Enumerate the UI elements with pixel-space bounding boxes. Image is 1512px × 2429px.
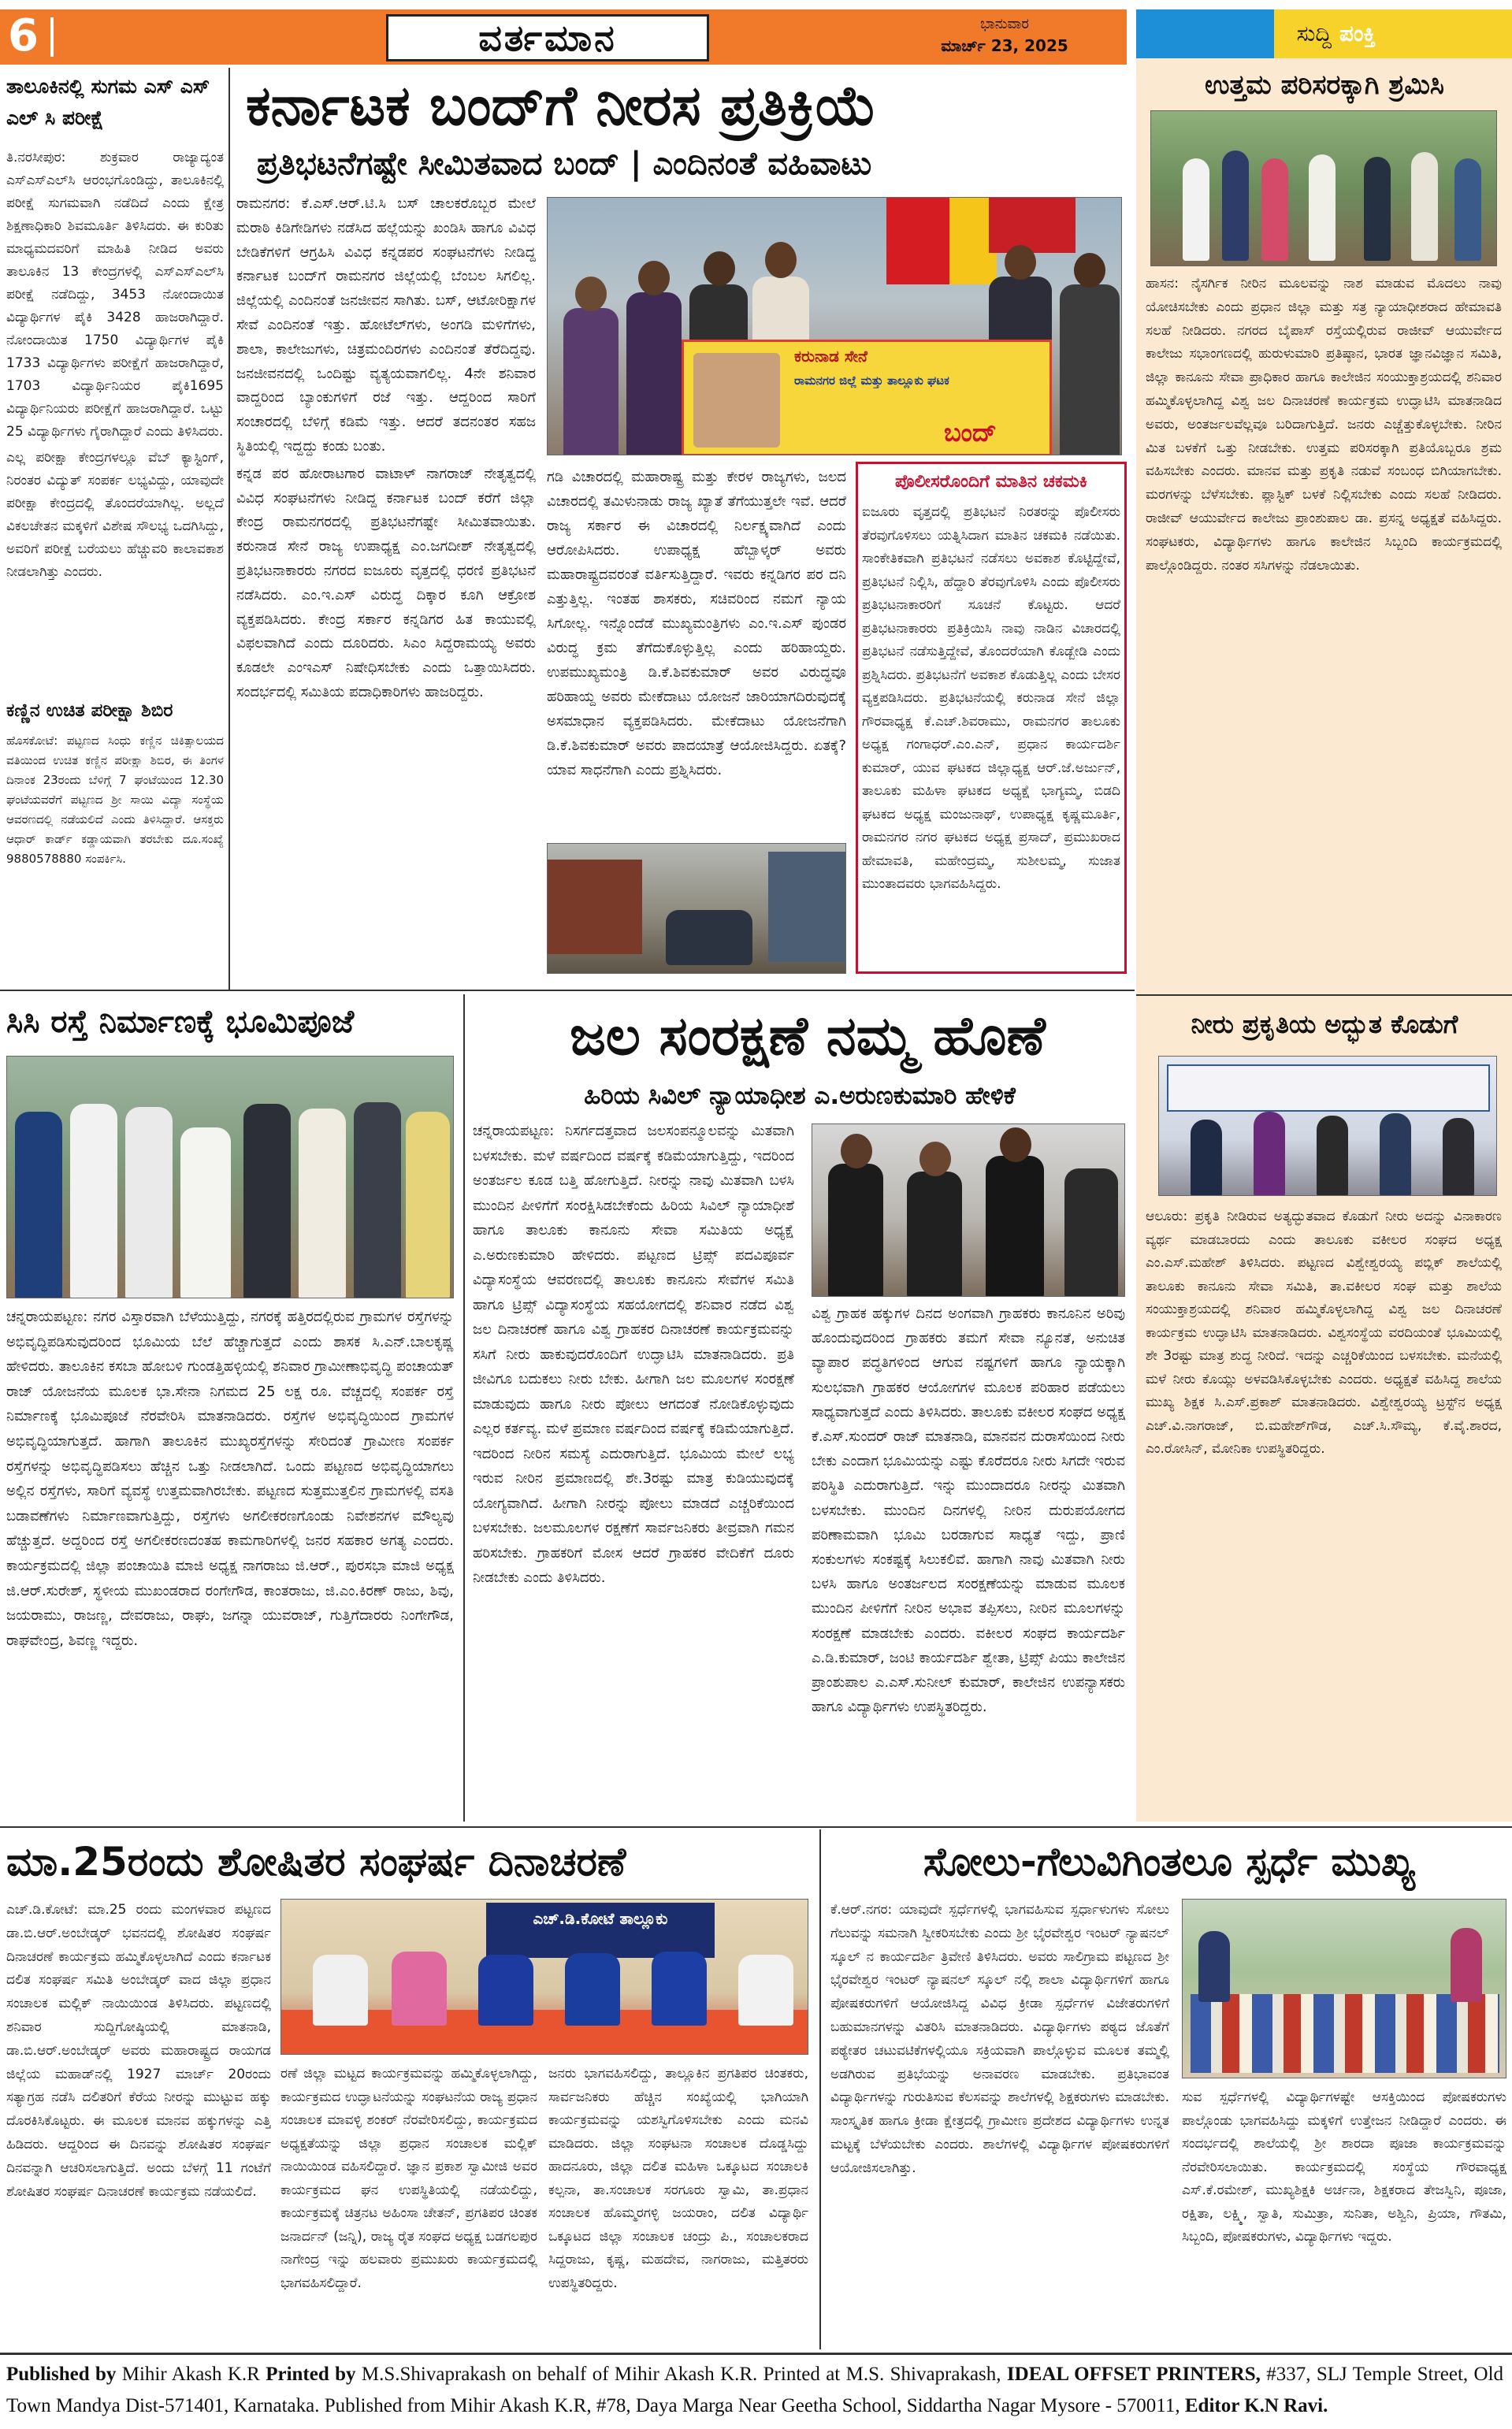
cc-road-title: ಸಿಸಿ ರಸ್ತೆ ನಿರ್ಮಾಣಕ್ಕೆ ಭೂಮಿಪೂಜೆ [6, 1004, 355, 1040]
person [652, 1952, 707, 2026]
person [1183, 158, 1209, 261]
lead-subhead: ಪ್ರತಿಭಟನೆಗಷ್ಟೇ ಸೀಮಿತವಾದ ಬಂದ್ | ಎಂದಿನಂತೆ ವಹಿವಾಟು [257, 146, 872, 182]
car [666, 910, 752, 965]
stage-banner [1167, 1064, 1490, 1112]
person [1254, 1112, 1285, 1196]
competition-photo [1182, 1899, 1506, 2078]
side-story1-photo [1150, 110, 1497, 266]
masthead-day: ಭಾನುವಾರ [980, 16, 1029, 32]
lead-col1-para-1: ರಾಮನಗರ: ಕೆ.ಎಸ್.ಆರ್.ಟಿ.ಸಿ ಬಸ್ ಚಾಲಕರೊಬ್ಬರ ಮೇಲೆ ಮರಾಠಿ ಕಿಡಿಗೇಡಿಗಳು ನಡೆಸಿದ ಹಲ್ಲೆಯನ್ನು ಖಂಡಿಸಿ ಹಾಗೂ ವಿವಿಧ ಬೇಡಿಕೆಗಳಿಗೆ ಆಗ್ರಹಿಸಿ ವಿವಿಧ ಕನ್ನಡಪರ ಸಂಘಟನೆಗಳು ನೀಡಿದ್ದ ಕರ್ನಾಟಕ ಬಂದ್‌ಗೆ ರಾಮನಗರ ಜಿಲ್ಲೆಯಲ್ಲಿ ಬೆಂಬಲ ಸಿಗಲಿಲ್ಲ. ಜಿಲ್ಲೆಯಲ್ಲಿ ಎಂದಿನಂತೆ ಜನಜೀವನ ಸಾಗಿತು. ಬಸ್, ಆಟೋರಿಕ್ಷಾಗಳ ಸೇವೆ ಎಂದಿನಂತೆ ಇತ್ತು. ಹೋಟೆಲ್‌ಗಳು, ಅಂಗಡಿ ಮಳಿಗೆಗಳು, ಶಾಲಾ, ಕಾಲೇಜುಗಳು, ಚಿತ್ರಮಂದಿರಗಳು ಎಂದಿನಂತೆ ತೆರೆದಿದ್ದವು. ಜನಜೀವನದಲ್ಲಿ ಒಂದಿಷ್ಟು ವ್ಯತ್ಯಯವಾಗಲಿಲ್ಲ. 4ನೇ ಶನಿವಾರ ವಾದ್ದರಿಂದ ಬ್ಯಾಂಕುಗಳಿಗೆ ರಜೆ ಇತ್ತು. ಆದ್ದರಿಂದ ಸಾರಿಗೆ ಸಂಚಾರದಲ್ಲಿ ಬೆಳಿಗ್ಗೆ ಕಡಿಮೆ ಇತ್ತು. ಆದರೆ ತದನಂತರ ಸಹಜ ಸ್ಥಿತಿಯಲ್ಲಿ ಇದ್ದದ್ದು ಕಂಡು ಬಂತು. [236, 195, 536, 455]
column-rule [463, 994, 465, 1822]
struggle-day-col-3: ಜನರು ಭಾಗವಹಿಸಲಿದ್ದು, ತಾಲ್ಲೂಕಿನ ಪ್ರಗತಿಪರ ಚಿಂತಕರು, ಸಾರ್ವಜನಿಕರು ಹೆಚ್ಚಿನ ಸಂಖ್ಯೆಯಲ್ಲಿ ಭಾಗಿಯಾಗಿ ಕಾರ್ಯಕ್ರಮವನ್ನು ಯಶಸ್ವಿಗೊಳಿಸಬೇಕು ಎಂದು ಮನವಿ ಮಾಡಿದರು. ಜಿಲ್ಲಾ ಸಂಘಟನಾ ಸಂಚಾಲಕ ದೊಡ್ಡಸಿದ್ದು ಹಾದನೂರು, ಜಿಲ್ಲಾ ದಲಿತ ಮಹಿಳಾ ಒಕ್ಕೂಟದ ಸಂಚಾಲಕಿ ಕಲ್ಪನಾ, ತಾ.ಸಂಚಾಲಕ ಸರಗೂರು ಸ್ವಾಮಿ, ತಾ.ಪ್ರಧಾನ ಸಂಚಾಲಕ ಹೊಮ್ಮರಗಳ್ಳಿ ಜಯರಾಂ, ದಲಿತ ವಿದ್ಯಾರ್ಥಿ ಒಕ್ಕೂಟದ ಜಿಲ್ಲಾ ಸಂಚಾಲಕ ಚಂದ್ರು ಪಿ., ಸಂಚಾಲಕರಾದ ಸಿದ್ದರಾಜು, ಕೃಷ್ಣ, ಮಹದೇವ, ನಾಗರಾಜು, ಮತ್ತಿತರರು ಉಪಸ್ಥಿತರಿದ್ದರು. [548, 2066, 808, 2291]
police-clash-body: ಐಜೂರು ವೃತ್ತದಲ್ಲಿ ಪ್ರತಿಭಟನೆ ನಿರತರನ್ನು ಪೊಲೀಸರು ತೆರವುಗೊಳಿಸಲು ಯತ್ನಿಸಿದಾಗ ಮಾತಿನ ಚಕಮಕಿ ನಡೆಯಿತು. ಸಾಂಕೇತಿಕವಾಗಿ ಪ್ರತಿಭಟನೆ ನಡೆಸಲು ಅವಕಾಶ ಕೊಟ್ಟಿದ್ದೇವೆ, ಪ್ರತಿಭಟನೆ ನಿಲ್ಲಿಸಿ, ಹೆದ್ದಾರಿ ತೆರವುಗೊಳಿಸಿ ಎಂದು ಪೊಲೀಸರು ಪ್ರತಿಭಟನಾಕಾರರಿಗೆ ಸೂಚನೆ ಕೊಟ್ಟರು. ಆದರೆ ಪ್ರತಿಭಟನಾಕಾರರು ಪ್ರತಿಕ್ರಿಯಿಸಿ ನಾವು ನಾಡಿನ ವಿಚಾರದಲ್ಲಿ ಪ್ರತಿಭಟನೆ ನಡೆಸುತ್ತಿದ್ದೇವೆ, ತೊಂದರೆಯಾಗಿ ಕೊಡ್ಬೇಡಿ ಎಂದು ಪ್ರಶ್ನಿಸಿದರು. ಪ್ರತಿಭಟನೆಗೆ ಅವಕಾಶ ಕೊಡುತ್ತಿಲ್ಲ ಎಂದು ಬೇಸರ ವ್ಯಕ್ತಪಡಿಸಿದರು. ಪ್ರತಿಭಟನೆಯಲ್ಲಿ ಕರುನಾಡ ಸೇನೆ ಜಿಲ್ಲಾ ಗೌರವಾಧ್ಯಕ್ಷ ಕೆ.ಎಚ್.ಶಿವರಾಮು, ರಾಮನಗರ ತಾಲೂಕು ಅಧ್ಯಕ್ಷ ಗಂಗಾಧರ್.ಎಂ.ಎನ್, ಪ್ರಧಾನ ಕಾರ್ಯದರ್ಶಿ ಕುಮಾರ್, ಯುವ ಘಟಕದ ಜಿಲ್ಲಾಧ್ಯಕ್ಷ ಆರ್.ಜೆ.ಅರ್ಜುನ್, ತಾಲೂಕು ಮಹಿಳಾ ಘಟಕದ ಅಧ್ಯಕ್ಷೆ ಭಾಗ್ಯಮ್ಮ, ಬಿಡದಿ ಘಟಕದ ಅಧ್ಯಕ್ಷ ಮಂಜುನಾಥ್, ಉಪಾಧ್ಯಕ್ಷ ಕೃಷ್ಣಮೂರ್ತಿ, ರಾಮನಗರ ನಗರ ಘಟಕದ ಅಧ್ಯಕ್ಷ ಪ್ರಸಾದ್, ಪ್ರಮುಖರಾದ ಹೇಮಾವತಿ, ಮಹೇಂದ್ರಮ್ಮ, ಸುಶೀಲಮ್ಮ, ಸುಜಾತ ಮುಂತಾದವರು ಭಾಗವಹಿಸಿದ್ದರು. [862, 504, 1120, 892]
protest-banner [682, 340, 1052, 455]
event-banner-text: ಎಚ್.ಡಿ.ಕೋಟೆ ತಾಲ್ಲೂಕು [533, 1909, 668, 1928]
person-head [765, 242, 797, 278]
page-number: 6 [8, 10, 39, 61]
imprint-address: #337, SLJ Temple Street, Old Town Mandya Dist-571401, Karnataka. Published from Mihir Akash K.R, #78, Daya Marga Near Geetha School, Siddartha Nagar Mysore - 570011, [6, 2364, 1504, 2416]
person [392, 1952, 447, 2026]
person [1261, 158, 1288, 261]
person [626, 292, 682, 455]
water-subhead: ಹಿರಿಯ ಸಿವಿಲ್ ನ್ಯಾಯಾಧೀಶ ಎ.ಅರುಣಕುಮಾರಿ ಹೇಳಿಕೆ [584, 1082, 1016, 1110]
eye-camp-body: ಹೊಸಕೋಟೆ: ಪಟ್ಟಣದ ಸಿಂಧು ಕಣ್ಣಿನ ಚಿಕಿತ್ಸಾಲಯದ ವತಿಯಿಂದ ಉಚಿತ ಕಣ್ಣಿನ ಪರೀಕ್ಷಾ ಶಿಬಿರ, ಈ ತಿಂಗಳ ದಿನಾಂಕ 23ರಂದು ಬೆಳಿಗ್ಗೆ 7 ಘಂಟೆಯಿಂದ 12.30 ಘಂಟೆಯವರೆಗೆ ಪಟ್ಟಣದ ಶ್ರೀ ಸಾಯಿ ವಿದ್ಯಾ ಸಂಸ್ಥೆಯ ಆವರಣದಲ್ಲಿ ನಡೆಯಲಿದೆ ಎಂದು ತಿಳಿಸಿದ್ದಾರೆ. ಆಸಕ್ತರು ಆಧಾರ್ ಕಾರ್ಡ್ ಕಡ್ಡಾಯವಾಗಿ ತರಬೇಕು ದೂ.ಸಂಖ್ಯೆ 9880578880 ಸಂಪರ್ಕಿಸಿ. [6, 734, 224, 866]
person-head [704, 251, 735, 286]
side-divider [1136, 994, 1512, 996]
lead-column-1 [236, 192, 536, 980]
banner-line-2: ರಾಮನಗರ ಜಿಲ್ಲೆ ಮತ್ತು ತಾಲ್ಲೂಕು ಘಟಕ [794, 373, 949, 388]
masthead-logo: ವರ್ತಮಾನ [478, 17, 617, 59]
person [313, 1955, 368, 2026]
person [1309, 154, 1336, 261]
imprint-publisher: Mihir Akash K.R [116, 2364, 266, 2385]
water-column-2: ವಿಶ್ವ ಗ್ರಾಹಕ ಹಕ್ಕುಗಳ ದಿನದ ಅಂಗವಾಗಿ ಗ್ರಾಹಕರು ಕಾನೂನಿನ ಅರಿವು ಹೊಂದುವುದರಿಂದ ಗ್ರಾಹಕರು ತಮಗೆ ಸೇವಾ ನ್ಯೂನತೆ, ಅನುಚಿತ ವ್ಯಾಪಾರ ಪದ್ಧತಿಗಳಿಂದ ಆಗುವ ನಷ್ಟಗಳಿಗೆ ಹಾಗೂ ನ್ಯಾಯಕ್ಕಾಗಿ ಸುಲಭವಾಗಿ ಗ್ರಾಹಕರ ಆಯೋಗಗಳ ಮೂಲಕ ಪರಿಹಾರ ಪಡೆಯಲು ಸಾಧ್ಯವಾಗುತ್ತದೆ ಎಂದು ತಿಳಿಸಿದರು. ತಾಲೂಕು ವಕೀಲರ ಸಂಘದ ಅಧ್ಯಕ್ಷ ಕೆ.ಎಸ್.ಸುಂದರ್ ರಾಜ್ ಮಾತನಾಡಿ, ಮಾನವನ ದುರಾಸೆಯಿಂದ ನೀರು ಬೇಕು ಎಂದಾಗ ಭೂಮಿಯನ್ನು ಎಷ್ಟು ಕೊರೆದರೂ ನೀರು ಸಿಗದೇ ಇರುವ ಪರಿಸ್ಥಿತಿ ಎದುರಾಗುತ್ತಿದೆ. ಇನ್ನು ಮುಂದಾದರೂ ನೀರನ್ನು ಮಿತವಾಗಿ ಬಳಸಬೇಕು. ಮುಂದಿನ ದಿನಗಳಲ್ಲಿ ನೀರಿನ ದುರುಪಯೋಗದ ಪರಿಣಾಮವಾಗಿ ಭೂಮಿ ಬರಡಾಗುವ ಸಾಧ್ಯತೆ ಇದ್ದು, ಪ್ರಾಣಿ ಸಂಕುಲಗಳು ಸಂಕಷ್ಟಕ್ಕೆ ಸಿಲುಕಲಿವೆ. ಹಾಗಾಗಿ ನಾವು ಮಿತವಾಗಿ ನೀರು ಬಳಸಿ ಹಾಗೂ ಅಂತರ್ಜಲದ ಸಂರಕ್ಷಣೆಯನ್ನು ಮಾಡುವ ಮೂಲಕ ಮುಂದಿನ ಪೀಳಿಗೆಗೆ ನೀರಿನ ಅಭಾವ ತಪ್ಪಿಸಲು, ನೀರಿನ ಮೂಲಗಳನ್ನು ಸಂರಕ್ಷಣೆ ಮಾಡಬೇಕು ಎಂದರು. ವಕೀಲರ ಸಂಘದ ಕಾರ್ಯದರ್ಶಿ ಎ.ಡಿ.ಕುಮಾರ್, ಜಂಟಿ ಕಾರ್ಯದರ್ಶಿ ಶ್ವೇತಾ, ಟ್ರಿಪ್ಸ್ ಪಿಯು ಕಾಲೇಜಿನ ಪ್ರಾಂಶುಪಾಲ ಎ.ಎಸ್.ಸುನೀಲ್ ಕುಮಾರ್, ಕಾಲೇಜಿನ ಉಪನ್ಯಾಸಕರು ಹಾಗೂ ವಿದ್ಯಾರ್ಥಿಗಳು ಉಪಸ್ಥಿತರಿದ್ದರು. [812, 1305, 1125, 1716]
left-story-title: ತಾಲೂಕಿನಲ್ಲಿ ಸುಗಮ ಎಸ್‌ ಎಸ್‌ ಎಲ್‌ ಸಿ ಪರೀಕ್ಷೆ [6, 75, 210, 129]
person [563, 308, 619, 455]
flag-red [886, 198, 949, 284]
struggle-day-col-2: ರಣೆ ಜಿಲ್ಲಾ ಮಟ್ಟದ ಕಾರ್ಯಕ್ರಮವನ್ನು ಹಮ್ಮಿಕೊಳ್ಳಲಾಗಿದ್ದು, ಕಾರ್ಯಕ್ರಮದ ಉದ್ಘಾಟನೆಯನ್ನು ಸಂಘಟನೆಯ ರಾಜ್ಯ ಪ್ರಧಾನ ಸಂಚಾಲಕ ಮಾವಳ್ಳಿ ಶಂಕರ್ ನೆರವೇರಿಸಲಿದ್ದು, ಕಾರ್ಯಕ್ರಮದ ಅಧ್ಯಕ್ಷತೆಯನ್ನು ಜಿಲ್ಲಾ ಪ್ರಧಾನ ಸಂಚಾಲಕ ಮಲ್ಲಿಕ್ ನಾಯಿಯಿಂಡ ವಹಿಸಲಿದ್ದಾರೆ. ಜ್ಞಾನ ಪ್ರಕಾಶ ಸ್ವಾಮೀಜಿ ಅವರ ಕಾರ್ಯಕ್ರಮದ ಘನ ಉಪಸ್ಥಿತಿಯಲ್ಲಿ ನಡೆಯಲಿದ್ದು, ಕಾರ್ಯಕ್ರಮಕ್ಕೆ ಚಿತ್ರನಟ ಅಹಿಂಸಾ ಚೇತನ್, ಪ್ರಗತಿಪರ ಚಿಂತಕ ಜನಾರ್ದನ್ (ಜನ್ನಿ), ರಾಜ್ಯ ರೈತ ಸಂಘದ ಅಧ್ಯಕ್ಷ ಬಡಗಲಪುರ ನಾಗೇಂದ್ರ ಇನ್ನು ಹಲವಾರು ಪ್ರಮುಖರು ಕಾರ್ಯಕ್ರಮದಲ್ಲಿ ಭಾಗವಹಿಸಲಿದ್ದಾರೆ. [280, 2066, 537, 2291]
left-story-para-2: ಎಲ್ಲ ಪರೀಕ್ಷಾ ಕೇಂದ್ರಗಳಲ್ಲೂ ವೆಬ್ ಕ್ಯಾಸ್ಟಿಂಗ್, ನಿರಂತರ ವಿದ್ಯುತ್ ಸಂಪರ್ಕ ಲಭ್ಯವಿದ್ದು, ಯಾವುದೇ ಪರೀಕ್ಷಾ ಕೇಂದ್ರದಲ್ಲಿ ತೊಂದರೆಯಾಗಿಲ್ಲ. ಅಲ್ಲದೆ ವಿಕಲಚೇತನ ಮಕ್ಕಳಿಗೆ ವಿಶೇಷ ಸೌಲಭ್ಯ ಒದಗಿಸಿದ್ದು, ಅವರಿಗೆ ಪರೀಕ್ಷೆ ಬರೆಯಲು ಹೆಚ್ಚುವರಿ ಕಾಲಾವಕಾಶ ನೀಡಲಾಗಿತ್ತು ಎಂದರು. [6, 450, 224, 580]
competition-headline: ಸೋಲು-ಗೆಲುವಿಗಿಂತಲೂ ಸ್ಪರ್ಧೆ ಮುಖ್ಯ [923, 1839, 1416, 1885]
side-story2-title: ನೀರು ಪ್ರಕೃತಿಯ ಅದ್ಭುತ ಕೊಡುಗೆ [1191, 1009, 1458, 1039]
person [1222, 150, 1249, 261]
section-divider [0, 990, 1135, 991]
person-head [1000, 1127, 1031, 1162]
imprint-published-label: Published by [6, 2364, 117, 2385]
water-column-1: ಚನ್ನರಾಯಪಟ್ಟಣ: ನಿಸರ್ಗದತ್ತವಾದ ಜಲಸಂಪನ್ಮೂಲವನ್ನು ಮಿತವಾಗಿ ಬಳಸಬೇಕು. ಮಳೆ ವರ್ಷದಿಂದ ವರ್ಷಕ್ಕೆ ಕಡಿಮೆಯಾಗುತ್ತಿದ್ದು, ಇದರಿಂದ ಅಂತರ್ಜಲ ಕೂಡ ಬತ್ತಿ ಹೋಗುತ್ತಿದೆ. ನೀರನ್ನು ನಾವು ಮಿತವಾಗಿ ಬಳಸಿ ಮುಂದಿನ ಪೀಳಿಗೆಗೆ ಸಂರಕ್ಷಿಸಿಡಬೇಕೆಂದು ಹಿರಿಯ ಸಿವಿಲ್ ನ್ಯಾಯಾಧೀಶೆ ಹಾಗೂ ತಾಲೂಕು ಕಾನೂನು ಸೇವಾ ಸಮಿತಿಯ ಅಧ್ಯಕ್ಷೆ ಎ.ಅರುಣಕುಮಾರಿ ಹೇಳಿದರು. ಪಟ್ಟಣದ ಟ್ರಿಪ್ಸ್ ಪದವಿಪೂರ್ವ ವಿದ್ಯಾಸಂಸ್ಥೆಯ ಆವರಣದಲ್ಲಿ ತಾಲೂಕು ಕಾನೂನು ಸೇವೆಗಳ ಸಮಿತಿ ಹಾಗೂ ಟ್ರಿಪ್ಸ್ ವಿದ್ಯಾಸಂಸ್ಥೆಯ ಸಹಯೋಗದಲ್ಲಿ ಶನಿವಾರ ನಡೆದ ವಿಶ್ವ ಜಲ ದಿನಾಚರಣೆ ಹಾಗೂ ವಿಶ್ವ ಗ್ರಾಹಕರ ದಿನಾಚರಣೆ ಕಾರ್ಯಕ್ರಮವನ್ನು ಸಸಿಗೆ ನೀರು ಹಾಕುವುದರೊಂದಿಗೆ ಉದ್ಘಾಟಿಸಿ ಮಾತನಾಡಿದರು. ಪ್ರತಿ ಜೀವಿಗೂ ಬದುಕಲು ನೀರು ಬೇಕು. ಹೀಗಾಗಿ ಜಲ ಮೂಲಗಳ ಸಂರಕ್ಷಣೆ ಮಾಡುವುದು ಹಾಗೂ ನೀರು ಪೋಲು ಆಗದಂತೆ ನೋಡಿಕೊಳ್ಳುವುದು ಎಲ್ಲರ ಕರ್ತವ್ಯ. ಮಳೆ ಪ್ರಮಾಣ ವರ್ಷದಿಂದ ವರ್ಷಕ್ಕೆ ಕಡಿಮೆಯಾಗುತ್ತಿದೆ. ಇದರಿಂದ ನೀರಿನ ಸಮಸ್ಯೆ ಎದುರಾಗುತ್ತಿದೆ. ಭೂಮಿಯ ಮೇಲೆ ಲಭ್ಯ ಇರುವ ನೀರಿನ ಪ್ರಮಾಣದಲ್ಲಿ ಶೇ.3ರಷ್ಟು ಮಾತ್ರ ಕುಡಿಯುವುದಕ್ಕೆ ಯೋಗ್ಯವಾಗಿದೆ. ಹೀಗಾಗಿ ನೀರನ್ನು ಪೋಲು ಮಾಡದೆ ಎಚ್ಚರಿಕೆಯಿಂದ ಬಳಸಬೇಕು. ಜಲಮೂಲಗಳ ರಕ್ಷಣೆಗೆ ಸಾರ್ವಜನಿಕರು ತೀವ್ರವಾಗಿ ಗಮನ ಹರಿಸಬೇಕು. ಗ್ರಾಹಕರಿಗೆ ಮೋಸ ಆದರೆ ಗ್ರಾಹಕರ ವೇದಿಕೆಗೆ ದೂರು ನೀಡಬೇಕು ಎಂದು ತಿಳಿಸಿದರು. [473, 1123, 794, 1586]
person [243, 1104, 291, 1298]
bottom-divider [0, 1826, 1512, 1828]
imprint-press: IDEAL OFFSET PRINTERS, [1006, 2364, 1261, 2385]
imprint-printer: M.S.Shivaprakash on behalf of Mihir Akash K.R. Printed at M.S. Shivaprakash, [355, 2364, 1007, 2385]
page-number-divider [50, 17, 54, 57]
person [406, 1112, 450, 1298]
struggle-day-headline: ಮಾ.25ರಂದು ಶೋಷಿತರ ಸಂಘರ್ಷ ದಿನಾಚರಣೆ [6, 1839, 626, 1885]
lead-photo-protest [547, 197, 1122, 455]
person [1454, 158, 1481, 261]
person [1443, 1118, 1474, 1196]
left-story-body [6, 147, 224, 690]
person-head [1074, 253, 1105, 288]
person [180, 1127, 231, 1298]
banner-line-1: ಕರುನಾಡ ಸೇನೆ [794, 347, 867, 366]
flag-red-2 [989, 198, 1075, 253]
person-head [919, 1142, 951, 1176]
banner-line-3: ಬಂದ್ [944, 418, 997, 448]
police-clash-title: ಪೊಲೀಸರೊಂದಿಗೆ ಮಾತಿನ ಚಕಮಕಿ [895, 472, 1087, 492]
side-story1-body: ಹಾಸನ: ನೈಸರ್ಗಿಕ ನೀರಿನ ಮೂಲವನ್ನು ನಾಶ ಮಾಡುವ ಮೊದಲು ನಾವು ಯೋಚಿಸಬೇಕು ಎಂದು ಪ್ರಧಾನ ಜಿಲ್ಲಾ ಮತ್ತು ಸತ್ರ ನ್ಯಾಯಾಧೀಶರಾದ ಹೇಮಾವತಿ ಸಲಹೆ ನೀಡಿದರು. ನಗರದ ಬೈಪಾಸ್ ರಸ್ತೆಯಲ್ಲಿರುವ ರಾಜೀವ್ ಆಯುರ್ವೇದ ಕಾಲೇಜು ಸಭಾಂಗಣದಲ್ಲಿ ಹುರುಳುಮಾರಿ ಪ್ರತಿಷ್ಠಾನ, ಭಾರತ ಜ್ಞಾನವಿಜ್ಞಾನ ಸಮಿತಿ, ಜಿಲ್ಲಾ ಕಾನೂನು ಸೇವಾ ಪ್ರಾಧಿಕಾರ ಹಾಗೂ ಕಾಲೇಜಿನ ಸಂಯುಕ್ತಾಶ್ರಯದಲ್ಲಿ ಶನಿವಾರ ಹಮ್ಮಿಕೊಳ್ಳಲಾಗಿದ್ದ ವಿಶ್ವ ಜಲ ದಿನಾಚರಣೆ ಕಾರ್ಯಕ್ರಮ ಉದ್ಘಾಟಿಸಿ ಮಾತನಾಡಿದ ಅವರು, ಅಂತರ್ಜಲವೆಲ್ಲವೂ ಬರಿದಾಗುತ್ತಿದೆ. ಜನರು ಎಚ್ಚೆತ್ತುಕೊಳ್ಳಬೇಕು. ನೀರಿನ ಮಿತ ಬಳಕೆಗೆ ಒತ್ತು ನೀಡಬೇಕು. ಉತ್ತಮ ಪರಿಸರಕ್ಕಾಗಿ ಪ್ರತಿಯೊಬ್ಬರೂ ಶ್ರಮ ವಹಿಸಬೇಕು ಎಂದರು. ಮಾನವ ಮತ್ತು ಪ್ರಕೃತಿ ನಡುವೆ ಸಂಬಂಧ ಬಿಗಿಯಾಗಬೇಕು. ಮರಗಳನ್ನು ಬೆಳೆಸಬೇಕು. ಪ್ಲಾಸ್ಟಿಕ್ ಬಳಕೆ ನಿಲ್ಲಿಸಬೇಕು ಎಂದು ಸಲಹೆ ನೀಡಿದರು. ರಾಜೀವ್ ಆಯುರ್ವೇದ ಕಾಲೇಜು ಪ್ರಾಂಶುಪಾಲ ಡಾ. ಪ್ರಸನ್ನ ಅಧ್ಯಕ್ಷತೆ ವಹಿಸಿದ್ದರು. ಸಂಘಟಕರು, ವಿದ್ಯಾರ್ಥಿಗಳು ಹಾಗೂ ಕಾಲೇಜಿನ ಸಿಬ್ಬಂದಿ ಕಾರ್ಯಕ್ರಮದಲ್ಲಿ ಪಾಲ್ಗೊಂಡಿದ್ದರು. ನಂತರ ಸಸಿಗಳನ್ನು ನೆಡಲಾಯಿತು. [1146, 276, 1502, 574]
person [478, 1955, 533, 2026]
side-story2-photo [1158, 1056, 1497, 1196]
imprint-line [6, 2359, 1503, 2425]
water-headline: ಜಲ ಸಂರಕ್ಷಣೆ ನಮ್ಮ ಹೊಣೆ [570, 1005, 1046, 1068]
person-head [841, 1134, 872, 1168]
person [15, 1112, 62, 1298]
competition-col-1: ಕೆ.ಆರ್.ನಗರ: ಯಾವುದೇ ಸ್ಪರ್ಧೆಗಳಲ್ಲಿ ಭಾಗವಹಿಸುವ ಸ್ಪರ್ಧಾಳುಗಳು ಸೋಲು ಗೆಲುವನ್ನು ಸಮನಾಗಿ ಸ್ವೀಕರಿಸಬೇಕು ಎಂದು ಶ್ರೀ ಭೈರವೇಶ್ವರ ಇಂಟರ್ ನ್ಯಾಷನಲ್ ಸ್ಕೂಲ್ ನ ಕಾರ್ಯದರ್ಶಿ ತ್ರಿವೇಣಿ ತಿಳಿಸಿದರು. ಅವರು ಸಾಲಿಗ್ರಾಮ ಪಟ್ಟಣದ ಶ್ರೀ ಭೈರವೇಶ್ವರ ಇಂಟರ್ ನ್ಯಾಷನಲ್ ಸ್ಕೂಲ್ ನಲ್ಲಿ ಶಾಲಾ ವಿದ್ಯಾರ್ಥಿಗಳಿಗೆ ಹಾಗೂ ಪೋಷಕರುಗಳಿಗೆ ಆಯೋಜಿಸಿದ್ದ ವಿವಿಧ ಕ್ರೀಡಾ ಸ್ಪರ್ಧೆಗಳ ವಿಜೇತರುಗಳಿಗೆ ಬಹುಮಾನಗಳನ್ನು ವಿತರಿಸಿ ಮಾತನಾಡಿದರು. ವಿದ್ಯಾರ್ಥಿಗಳು ಪಠ್ಯದ ಜೊತೆಗೆ ಪಠ್ಯೇತರ ಚಟುವಟಿಕೆಗಳಲ್ಲಿಯೂ ಸಕ್ರಿಯವಾಗಿ ಪಾಲ್ಗೊಳ್ಳುವ ಮೂಲಕ ತಮ್ಮಲ್ಲಿ ಅಡಗಿರುವ ಪ್ರತಿಭೆಯನ್ನು ಅನಾವರಣ ಮಾಡಬೇಕು. ಪ್ರತಿಭಾವಂತ ವಿದ್ಯಾರ್ಥಿಗಳನ್ನು ಗುರುತಿಸುವ ಕೆಲಸವನ್ನು ಶಾಲೆಗಳಲ್ಲಿ ಶಿಕ್ಷಕರುಗಳು ಮಾಡಬೇಕು. ಸಾಂಸ್ಕೃತಿಕ ಹಾಗೂ ಕ್ರೀಡಾ ಕ್ಷೇತ್ರದಲ್ಲಿ ಗ್ರಾಮೀಣ ಪ್ರದೇಶದ ವಿದ್ಯಾರ್ಥಿಗಳು ಉನ್ನತ ಮಟ್ಟಕ್ಕೆ ಬೆಳೆಯಬೇಕು ಎಂದರು. ಶಾಲೆಗಳಲ್ಲಿ ವಿದ್ಯಾರ್ಥಿಗಳ ಪೋಷಕರುಗಳಿಗೆ ಆಯೋಜಿಸಲಾಗಿತ್ತು. [830, 1902, 1169, 2176]
person-head [575, 277, 607, 311]
banner-portrait [693, 353, 780, 448]
shop-front-2 [768, 852, 846, 962]
lead-col1-para-2: ಕನ್ನಡ ಪರ ಹೋರಾಟಗಾರ ವಾಟಾಳ್ ನಾಗರಾಜ್ ನೇತೃತ್ವದಲ್ಲಿ ವಿವಿಧ ಸಂಘಟನೆಗಳು ನೀಡಿದ್ದ ಕರ್ನಾಟಕ ಬಂದ್ ಕರೆಗೆ ಜಿಲ್ಲಾ ಕೇಂದ್ರ ರಾಮನಗರದಲ್ಲಿ ಪ್ರತಿಭಟನೆಗಷ್ಟೇ ಸೀಮಿತವಾಯಿತು. ಕರುನಾಡ ಸೇನೆ ರಾಜ್ಯ ಉಪಾಧ್ಯಕ್ಷ ಎಂ.ಜಗದೀಶ್ ನೇತೃತ್ವದಲ್ಲಿ ಪ್ರತಿಭಟನಾಕಾರರು ನಗರದ ಐಜೂರು ವೃತ್ತದಲ್ಲಿ ಧರಣಿ ಪ್ರತಿಭಟನೆ ನಡೆಸಿದರು. ಎಂ.ಇ.ಎಸ್ ವಿರುದ್ಧ ದಿಕ್ಕಾರ ಕೂಗಿ ಆಕ್ರೋಶ ವ್ಯಕ್ತಪಡಿಸಿದರು. ಕೇಂದ್ರ ಸರ್ಕಾರ ಕನ್ನಡಿಗರ ಹಿತ ಕಾಯುವಲ್ಲಿ ವಿಫಲವಾಗಿದೆ ಎಂದು ದೂರಿದರು. ಸಿಎಂ ಸಿದ್ದರಾಮಯ್ಯ ಅವರು ಕೂಡಲೇ ಎಂಇಎಸ್ ನಿಷೇಧಿಸಬೇಕು ಎಂದು ಒತ್ತಾಯಿಸಿದರು. ಸಂದರ್ಭದಲ್ಲಿ ಸಮಿತಿಯ ಪದಾಧಿಕಾರಿಗಳು ಹಾಜರಿದ್ದರು. [236, 465, 536, 700]
struggle-day-photo [280, 1899, 808, 2055]
person [299, 1109, 346, 1298]
person [125, 1107, 173, 1298]
person [1380, 1113, 1411, 1196]
bottom-column-rule [819, 1829, 821, 2349]
side-story2-body: ಆಲೂರು: ಪ್ರಕೃತಿ ನೀಡಿರುವ ಅತ್ಯದ್ಭುತವಾದ ಕೊಡುಗೆ ನೀರು ಅದನ್ನು ವಿನಾಕಾರಣ ವ್ಯರ್ಥ ಮಾಡಬಾರದು ಎಂದು ತಾಲೂಕು ವಕೀಲರ ಸಂಘದ ಅಧ್ಯಕ್ಷ ಎಂ.ಎಸ್.ಮಹೇಶ್ ತಿಳಿಸಿದರು. ಪಟ್ಟಣದ ವಿಶ್ವೇಶ್ವರಯ್ಯ ಪಬ್ಲಿಕ್ ಶಾಲೆಯಲ್ಲಿ ತಾಲೂಕು ಕಾನೂನು ಸೇವಾ ಸಮಿತಿ, ತಾ.ವಕೀಲರ ಸಂಘ ಮತ್ತು ಶಾಲೆಯ ಸಂಯುಕ್ತಾಶ್ರಯದಲ್ಲಿ ಶನಿವಾರ ಹಮ್ಮಿಕೊಳ್ಳಲಾಗಿದ್ದ ವಿಶ್ವ ಜಲ ದಿನಾಚರಣೆ ಕಾರ್ಯಕ್ರಮ ಉದ್ಘಾಟಿಸಿ ಮಾತನಾಡಿದರು. ವಿಶ್ವಸಂಸ್ಥೆಯ ವರದಿಯಂತೆ ಭೂಮಿಯಲ್ಲಿ ಶೇ 3ರಷ್ಟು ಮಾತ್ರ ಶುದ್ಧ ನೀರಿದೆ. ಇದನ್ನು ಎಚ್ಚರಿಕೆಯಿಂದ ಬಳಸಬೇಕು. ಮನೆಯಲ್ಲಿ ಮಳೆ ನೀರು ಕೊಯ್ಲು ಅಳವಡಿಸಿಕೊಳ್ಳಬೇಕು ಎಂದರು. ಅಧ್ಯಕ್ಷತೆ ವಹಿಸಿದ್ದ ಶಾಲೆಯ ಮುಖ್ಯ ಶಿಕ್ಷಕ ಸಿ.ಎಸ್.ಪ್ರಕಾಶ್ ಮಾತನಾಡಿದರು. ವಿಶ್ವೇಶ್ವರಯ್ಯ ಟ್ರಸ್ಟ್‌ನ ಅಧ್ಯಕ್ಷ ಎಚ್.ವಿ.ನಾಗರಾಜ್, ಬಿ.ಮಹೇಶ್‌ಗೌಡ, ಎಚ್.ಸಿ.ಸೌಮ್ಯ, ಕೆ.ವೈ.ಶಾರದ, ಎಂ.ರೋಸಿನ್, ಮೋನಿಕಾ ಉಪಸ್ಥಿತರಿದ್ದರು. [1146, 1209, 1502, 1457]
shop-front [548, 860, 642, 954]
cc-road-photo [6, 1056, 454, 1298]
children-row [1191, 1994, 1499, 2073]
side-story1-title: ಉತ್ತಮ ಪರಿಸರಕ್ಕಾಗಿ ಶ್ರಮಿಸಿ [1205, 69, 1444, 101]
footer-divider [0, 2353, 1512, 2355]
person [565, 1953, 620, 2026]
left-story-para-1: ತಿ.ನರಸೀಪುರ: ಶುಕ್ರವಾರ ರಾಜ್ಯಾದ್ಯಂತ ಎಸ್‌ಎಸ್‌ಎಲ್‌ಸಿ ಆರಂಭಗೊಂಡಿದ್ದು, ತಾಲೂಕಿನಲ್ಲಿ ಪರೀಕ್ಷೆ ಸುಗಮವಾಗಿ ನಡೆದಿದೆ ಎಂದು ಕ್ಷೇತ್ರ ಶಿಕ್ಷಣಾಧಿಕಾರಿ ಶಿವಮೂರ್ತಿ ತಿಳಿಸಿದರು. ಈ ಕುರಿತು ಮಾಧ್ಯಮದವರಿಗೆ ಮಾಹಿತಿ ನೀಡಿದ ಅವರು ತಾಲೂಕಿನ 13 ಕೇಂದ್ರಗಳಲ್ಲಿ ಎಸ್‌ಎಸ್‌ಎಲ್‌ಸಿ ಪರೀಕ್ಷೆ ನಡೆದಿದ್ದು, 3453 ನೋಂದಾಯಿತ ವಿದ್ಯಾರ್ಥಿಗಳ ಪೈಕಿ 3428 ಹಾಜರಾಗಿದ್ದಾರೆ. ನೋಂದಾಯಿತ 1750 ವಿದ್ಯಾರ್ಥಿಗಳ ಪೈಕಿ 1733 ವಿದ್ಯಾರ್ಥಿಗಳು ಪರೀಕ್ಷೆಗೆ ಹಾಜರಾಗಿದ್ದಾರೆ, 1703 ವಿದ್ಯಾರ್ಥಿನಿಯರ ಪೈಕಿ1695 ವಿದ್ಯಾರ್ಥಿನಿಯರು ಪರೀಕ್ಷೆಗೆ ಹಾಜರಾಗಿದ್ದಾರೆ. ಒಟ್ಟು 25 ವಿದ್ಯಾರ್ಥಿಗಳು ಗೈರಾಗಿದ್ದಾರೆ ಎಂದು ತಿಳಿಸಿದರು. [6, 150, 224, 440]
person [1198, 1931, 1230, 2002]
person-head [638, 261, 670, 295]
imprint-printed-label: Printed by [266, 2364, 356, 2385]
person [354, 1102, 401, 1298]
person [1191, 1120, 1222, 1196]
person [1317, 1116, 1348, 1196]
person [907, 1172, 962, 1297]
person [1064, 1168, 1118, 1297]
person [738, 1955, 793, 2026]
column-rule [228, 68, 230, 990]
person [1364, 157, 1391, 261]
cc-road-body: ಚನ್ನರಾಯಪಟ್ಟಣ: ನಗರ ವಿಸ್ತಾರವಾಗಿ ಬೆಳೆಯುತ್ತಿದ್ದು, ನಗರಕ್ಕೆ ಹತ್ತಿರದಲ್ಲಿರುವ ಗ್ರಾಮಗಳ ರಸ್ತೆಗಳನ್ನು ಅಭಿವೃದ್ಧಿಪಡಿಸುವುದರಿಂದ ಭೂಮಿಯ ಬೆಲೆ ಹೆಚ್ಚಾಗುತ್ತದೆ ಎಂದು ಶಾಸಕ ಸಿ.ಎನ್.ಬಾಲಕೃಷ್ಣ ಹೇಳಿದರು. ತಾಲೂಕಿನ ಕಸಬಾ ಹೋಬಳಿ ಗುಂಡತ್ತಿಹಳ್ಳಿಯಲ್ಲಿ ಶನಿವಾರ ಗ್ರಾಮೀಣಾಭಿವೃದ್ಧಿ ಪಂಚಾಯತ್ ರಾಜ್ ಯೋಜನೆಯ ಮೂಲಕ ಭಾ.ಸೇನಾ ನಿಗಮದ 25 ಲಕ್ಷ ರೂ. ವೆಚ್ಚದಲ್ಲಿ ಸಂಪರ್ಕ ರಸ್ತೆ ನಿರ್ಮಾಣಕ್ಕೆ ಭೂಮಿಪೂಜೆ ನೆರವೇರಿಸಿ ಮಾತನಾಡಿದರು. ರಸ್ತೆಗಳ ಅಭಿವೃದ್ಧಿಯಿಂದ ಗ್ರಾಮಗಳ ಅಭಿವೃದ್ಧಿಯಾಗುತ್ತದೆ. ಹಾಗಾಗಿ ತಾಲೂಕಿನ ಮುಖ್ಯರಸ್ತೆಗಳನ್ನು ಸೇರಿದಂತೆ ಗ್ರಾಮೀಣ ಸಂಪರ್ಕ ರಸ್ತೆಗಳನ್ನು ಅಭಿವೃದ್ಧಿಪಡಿಸಲು ಹೆಚ್ಚಿನ ಒತ್ತು ನೀಡಲಾಗಿದೆ. ಒಂದು ಪಟ್ಟಣದ ಅಭಿವೃದ್ಧಿಯಾಗಲು ಅಲ್ಲಿನ ರಸ್ತೆಗಳು, ಸಾರಿಗೆ ವ್ಯವಸ್ಥೆ ಉತ್ತಮವಾಗಿರಬೇಕು. ಪಟ್ಟಣದ ಸುತ್ತಮುತ್ತಲಿನ ಗ್ರಾಮಗಳಲ್ಲಿ ವಸತಿ ಬಡಾವಣೆಗಳು ನಿರ್ಮಾಣವಾಗುತ್ತಿದ್ದು, ರಸ್ತೆಗಳು ಅಗಲೀಕರಣಗೊಂಡು ನಿವೇಶನಗಳ ಮೌಲ್ಯವು ಹೆಚ್ಚುತ್ತದೆ. ಅದ್ದರಿಂದ ರಸ್ತೆ ಅಗಲೀಕರಣದಂತಹ ಕಾಮಗಾರಿಗಳಲ್ಲಿ ಜನರ ಸಹಕಾರ ಅಗತ್ಯ ಎಂದರು. ಕಾರ್ಯಕ್ರಮದಲ್ಲಿ ಜಿಲ್ಲಾ ಪಂಚಾಯಿತಿ ಮಾಜಿ ಅಧ್ಯಕ್ಷ ನಾಗರಾಜು ಜಿ.ಆರ್., ಪುರಸಭಾ ಮಾಜಿ ಅಧ್ಯಕ್ಷ ಜಿ.ಆರ್.ಸುರೇಶ್, ಸ್ಥಳೀಯ ಮುಖಂಡರಾದ ರಂಗೇಗೌಡ, ಕಾಂತರಾಜು, ಜಿ.ಎಂ.ಕಿರಣ್ ರಾಜು, ಶಿವು, ಜಯರಾಮು, ರಾಜಣ್ಣ, ದೇವರಾಜು, ರಾಘು, ಜಗನ್ನಾ ಯುವರಾಜ್, ಗುತ್ತಿಗೆದಾರರು ನಿಂಗೇಗೌಡ, ರಾಘವೇಂದ್ರ, ಶಿವಣ್ಣ ಇದ್ದರು. [6, 1309, 454, 1649]
water-photo [812, 1124, 1125, 1297]
column-name-b: ಪಂಕ್ತಿ [1339, 20, 1376, 46]
person [1411, 152, 1438, 261]
lead-photo-street [547, 843, 846, 974]
person [70, 1104, 117, 1298]
person [986, 1156, 1044, 1297]
lead-column-2: ಗಡಿ ವಿಚಾರದಲ್ಲಿ ಮಹಾರಾಷ್ಟ್ರ ಮತ್ತು ಕೇರಳ ರಾಜ್ಯಗಳು, ಜಲದ ವಿಚಾರದಲ್ಲಿ ತಮಿಳುನಾಡು ರಾಜ್ಯ ಖ್ಯಾತೆ ತೆಗೆಯುತ್ತಲೇ ಇವೆ. ಆದರೆ ರಾಜ್ಯ ಸರ್ಕಾರ ಈ ವಿಚಾರದಲ್ಲಿ ನಿರ್ಲಕ್ಷ್ಯವಾಗಿದೆ ಎಂದು ಆರೋಪಿಸಿದರು. ಉಪಾಧ್ಯಕ್ಷ ಹೆಬ್ಬಾಳ್ಕರ್ ಅವರು ಮಹಾರಾಷ್ಟ್ರದವರಂತೆ ವರ್ತಿಸುತ್ತಿದ್ದಾರೆ. ಇವರು ಕನ್ನಡಿಗರ ಪರ ದನಿ ಎತ್ತುತ್ತಿಲ್ಲ. ಇಂತಹ ಶಾಸಕರು, ಸಚಿವರಿಂದ ನಮಗೆ ನ್ಯಾಯ ಸಿಗೋಲ್ಲ. ಇನ್ನೊಂದೆಡೆ ಮುಖ್ಯಮಂತ್ರಿಗಳು ಎಂ.ಇ.ಎಸ್ ಪುಂಡರ ವಿರುದ್ಧ ಕ್ರಮ ತೆಗೆದುಕೊಳ್ಳುತ್ತಿಲ್ಲ ಎಂದು ಹರಿಹಾಯ್ದರು. ಉಪಮುಖ್ಯಮಂತ್ರಿ ಡಿ.ಕೆ.ಶಿವಕುಮಾರ್ ಅವರ ವಿರುದ್ಧವೂ ಹರಿಹಾಯ್ದ ಅವರು ಮೇಕೆದಾಟು ಯೋಜನೆ ಜಾರಿಯಾಗದಿರುವುದಕ್ಕೆ ಅಸಮಾಧಾನ ವ್ಯಕ್ತಪಡಿಸಿದರು. ಮೇಕೆದಾಟು ಯೋಜನೆಗಾಗಿ ಡಿ.ಕೆ.ಶಿವಕುಮಾರ್ ಅವರು ಪಾದಯಾತ್ರೆ ಆಯೋಜಿಸಿದ್ದರು. ಏತಕ್ಕೆ? ಯಾವ ಸಾಧನೆಗಾಗಿ ಎಂದು ಪ್ರಶ್ನಿಸಿದರು. [547, 469, 846, 778]
masthead-date: ಮಾರ್ಚ್ 23, 2025 [941, 36, 1068, 55]
person [828, 1164, 883, 1297]
competition-col-2: ಸುವ ಸ್ಪರ್ಧೆಗಳಲ್ಲಿ ವಿದ್ಯಾರ್ಥಿಗಳಷ್ಟೇ ಆಸಕ್ತಿಯಿಂದ ಪೋಷಕರುಗಳು ಪಾಲ್ಗೊಂಡು ಭಾಗವಹಿಸಿದ್ದು ಮಕ್ಕಳಿಗೆ ಉತ್ತೇಜನ ನೀಡಿದ್ದಾರೆ ಎಂದರು. ಈ ಸಂದರ್ಭದಲ್ಲಿ ಶಾಲೆಯಲ್ಲಿ ಶ್ರೀ ಶಾರದಾ ಪೂಜಾ ಕಾರ್ಯಕ್ರಮವನ್ನು ನೆರವೇರಿಸಲಾಯಿತು. ಕಾರ್ಯಕ್ರಮದಲ್ಲಿ ಸಂಸ್ಥೆಯ ಗೌರವಾಧ್ಯಕ್ಷ ಎಸ್.ಕೆ.ರಮೇಶ್, ಮುಖ್ಯಶಿಕ್ಷಕಿ ಅರ್ಚನಾ, ಶಿಕ್ಷಕರಾದ ತೇಜಸ್ವಿನಿ, ಪೂಜಾ, ರಕ್ಷಿತಾ, ಲಕ್ಷ್ಮಿ, ಸ್ವಾತಿ, ಸುಮಿತ್ರಾ, ಸುನಿತಾ, ಅಶ್ವಿನಿ, ಪ್ರಿಯಾ, ಗೌತಮಿ, ಸಿಬ್ಬಂದಿ, ಪೋಷಕರುಗಳು, ವಿದ್ಯಾರ್ಥಿಗಳು ಇದ್ದರು. [1182, 2089, 1506, 2245]
column-name-a: ಸುದ್ದಿ [1296, 20, 1332, 46]
eye-camp-title: ಕಣ್ಣಿನ ಉಚಿತ ಪರೀಕ್ಷಾ ಶಿಬಿರ [6, 700, 173, 721]
struggle-day-col-1: ಎಚ್.ಡಿ.ಕೋಟೆ: ಮಾ.25 ರಂದು ಮಂಗಳವಾರ ಪಟ್ಟಣದ ಡಾ.ಬಿ.ಆರ್.ಅಂಬೇಡ್ಕರ್ ಭವನದಲ್ಲಿ ಶೋಷಿತರ ಸಂಘರ್ಷ ದಿನಾಚರಣೆ ಕಾರ್ಯಕ್ರಮ ಹಮ್ಮಿಕೊಳ್ಳಲಾಗಿದೆ ಎಂದು ಕರ್ನಾಟಕ ದಲಿತ ಸಂಘರ್ಷ ಸಮಿತಿ ಅಂಬೇಡ್ಕರ್ ವಾದ ಜಿಲ್ಲಾ ಪ್ರಧಾನ ಸಂಚಾಲಕ ಮಲ್ಲಿಕ್ ನಾಯಿಯಿಂಡ ತಿಳಿಸಿದರು. ಪಟ್ಟಣದಲ್ಲಿ ಶನಿವಾರ ಸುದ್ದಿಗೋಷ್ಠಿಯಲ್ಲಿ ಮಾತನಾಡಿ, ಡಾ.ಬಿ.ಆರ್.ಅಂಬೇಡ್ಕರ್ ಅವರು ಮಹಾರಾಷ್ಟ್ರದ ರಾಯಗಡ ಜಿಲ್ಲೆಯ ಮಹಾಡ್‌ನಲ್ಲಿ 1927 ಮಾರ್ಚ್ 20ರಂದು ಸತ್ಯಾಗ್ರಹ ನಡೆಸಿ ದಲಿತರಿಗೆ ಕೆರೆಯ ನೀರನ್ನು ಮುಟ್ಟುವ ಹಕ್ಕು ದೊರಕಿಸಿಕೊಟ್ಟರು. ಈ ಮೂಲಕ ಮಾನವ ಹಕ್ಕುಗಳನ್ನು ಎತ್ತಿ ಹಿಡಿದರು. ಆದ್ದರಿಂದ ಈ ದಿನವನ್ನು ಶೋಷಿತರ ಸಂಘರ್ಷ ದಿನವನ್ನಾಗಿ ಆಚರಿಸಲಾಗುತ್ತಿದೆ. ಅಂದು ಬೆಳಗ್ಗೆ 11 ಗಂಟೆಗೆ ಶೋಷಿತರ ಸಂಘರ್ಷ ದಿನಾಚರಣೆ ಕಾರ್ಯಕ್ರಮ ನಡೆಯಲಿದೆ. [6, 1902, 271, 2200]
imprint-editor: Editor K.N Ravi. [1184, 2395, 1328, 2416]
lead-headline: ಕರ್ನಾಟಕ ಬಂದ್‌ಗೆ ನೀರಸ ಪ್ರತಿಕ್ರಿಯೆ [246, 73, 877, 138]
person-head [1005, 245, 1036, 280]
person [1451, 1928, 1482, 2002]
person [1060, 284, 1120, 455]
